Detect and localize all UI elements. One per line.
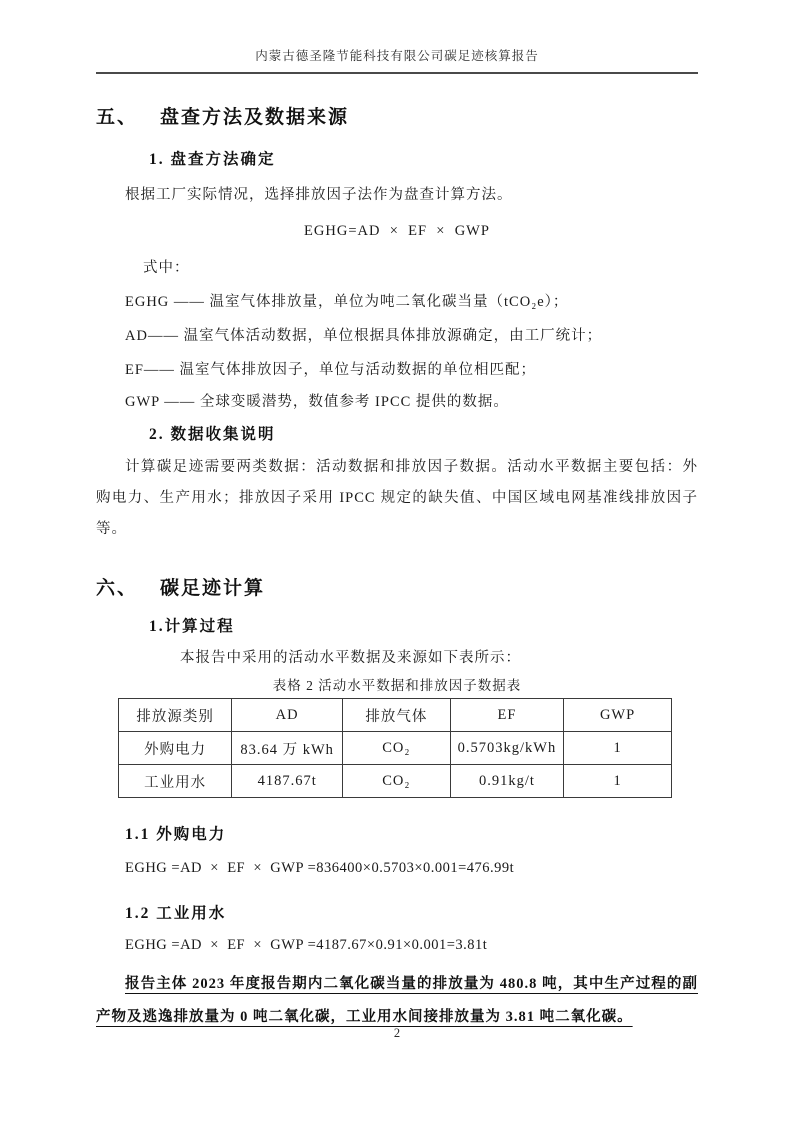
table-cell: 外购电力 xyxy=(119,732,232,765)
table-caption: 表格 2 活动水平数据和排放因子数据表 xyxy=(272,678,522,693)
table-cell: 0.91kg/t xyxy=(450,765,563,798)
table-header-source: 排放源类别 xyxy=(119,699,232,732)
definition-eghg: EGHG —— 温室气体排放量，单位为吨二氧化碳当量（tCO₂e）； xyxy=(125,294,569,310)
section-5-title: 盘查方法及数据来源 xyxy=(160,107,350,128)
subsection-data-collection-heading: 2. 数据收集说明 xyxy=(149,426,276,443)
ghg-formula: EGHG=AD × EF × GWP xyxy=(304,223,490,239)
subsection-method-heading: 1. 盘查方法确定 xyxy=(149,151,276,168)
table-cell: 1 xyxy=(564,765,672,798)
table-cell: 0.5703kg/kWh xyxy=(450,732,563,765)
table-cell: 83.64 万 kWh xyxy=(232,732,343,765)
section-6-heading xyxy=(96,573,698,600)
table-header-ad: AD xyxy=(232,699,343,732)
page-header xyxy=(96,0,698,74)
subsection-electricity-heading: 1.1 外购电力 xyxy=(125,826,227,843)
table-cell: 1 xyxy=(564,732,672,765)
running-header-title: 内蒙古德圣隆节能科技有限公司碳足迹核算报告 xyxy=(255,49,539,63)
page-number: 2 xyxy=(393,1026,401,1040)
table-intro-paragraph: 本报告中采用的活动水平数据及来源如下表所示： xyxy=(180,650,521,666)
definition-gwp: GWP —— 全球变暖潜势，数值参考 IPCC 提供的数据。 xyxy=(125,394,509,410)
water-formula: EGHG =AD × EF × GWP =4187.67×0.91×0.001=3.81t xyxy=(125,937,488,953)
table-header-row xyxy=(119,699,672,732)
table-header-ef: EF xyxy=(450,699,563,732)
table-cell: 工业用水 xyxy=(119,765,232,798)
formula-where-label: 式中： xyxy=(143,260,190,276)
activity-data-table xyxy=(118,698,672,798)
subsection-calc-process-heading: 1.计算过程 xyxy=(149,618,235,635)
table-header-gwp: GWP xyxy=(564,699,672,732)
section-6-number: 六、 xyxy=(96,578,139,599)
data-collection-paragraph: 计算碳足迹需要两类数据：活动数据和排放因子数据。活动水平数据主要包括：外购电力、生产用水；排放因子采用 IPCC 规定的缺失值、中国区域电网基准线排放因子等。 xyxy=(96,459,698,537)
method-intro-paragraph: 根据工厂实际情况，选择排放因子法作为盘查计算方法。 xyxy=(125,187,513,203)
electricity-formula: EGHG =AD × EF × GWP =836400×0.5703×0.001=476.99t xyxy=(125,860,515,876)
section-5-heading xyxy=(96,102,698,129)
conclusion-paragraph: 报告主体 2023 年度报告期内二氧化碳当量的排放量为 480.8 吨，其中生产过程的副产物及逃逸排放量为 0 吨二氧化碳，工业用水间接排放量为 3.81 吨二氧化碳。 xyxy=(96,976,698,1025)
definition-ad: AD—— 温室气体活动数据，单位根据具体排放源确定，由工厂统计； xyxy=(125,328,603,344)
definition-ef: EF—— 温室气体排放因子，单位与活动数据的单位相匹配； xyxy=(125,362,537,378)
page-content xyxy=(96,102,698,1034)
table-row-electricity xyxy=(119,732,672,765)
table-header-gas: 排放气体 xyxy=(342,699,450,732)
table-row-water xyxy=(119,765,672,798)
section-6-title: 碳足迹计算 xyxy=(160,578,266,599)
table-cell: CO₂ xyxy=(342,765,450,798)
table-cell: CO₂ xyxy=(342,732,450,765)
subsection-water-heading: 1.2 工业用水 xyxy=(125,905,227,922)
table-cell: 4187.67t xyxy=(232,765,343,798)
section-5-number: 五、 xyxy=(96,107,139,128)
